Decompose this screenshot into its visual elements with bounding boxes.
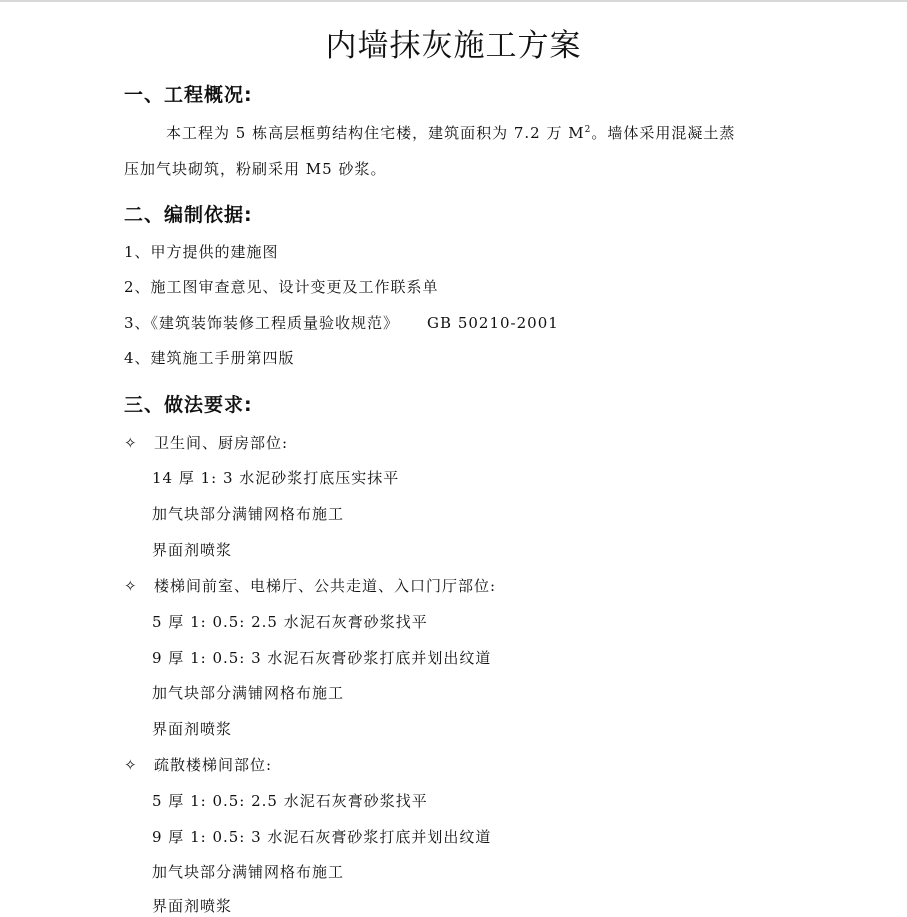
section-heading-overview: 一、工程概况:: [124, 84, 253, 106]
group-3-step-2: 9 厚 1: 0.5: 3 水泥石灰膏砂浆打底并划出纹道: [152, 828, 492, 846]
group-3-step-4: 界面剂喷浆: [152, 897, 233, 915]
basis-item-1: 1、甲方提供的建施图: [124, 243, 279, 261]
document-title: 内墙抹灰施工方案: [325, 28, 582, 64]
group-1-title: 卫生间、厨房部位:: [154, 434, 289, 452]
requirement-group-title: [124, 575, 496, 596]
group-2-step-1: 5 厚 1: 0.5: 2.5 水泥石灰膏砂浆找平: [152, 613, 428, 631]
requirement-group-title: [124, 754, 272, 775]
basis-item-2: 2、施工图审查意见、设计变更及工作联系单: [124, 278, 439, 296]
group-2-step-3: 加气块部分满铺网格布施工: [152, 684, 345, 702]
group-1-step-1: 14 厚 1: 3 水泥砂浆打底压实抹平: [152, 469, 400, 487]
group-2-title: 楼梯间前室、电梯厅、公共走道、入口门厅部位:: [154, 577, 497, 595]
basis-item-3-code: GB 50210-2001: [427, 314, 559, 332]
diamond-bullet-icon: ✧: [124, 434, 138, 452]
group-1-step-2: 加气块部分满铺网格布施工: [152, 505, 345, 523]
group-2-step-2: 9 厚 1: 0.5: 3 水泥石灰膏砂浆打底并划出纹道: [152, 649, 492, 667]
overview-text-prefix: 本工程为 5 栋高层框剪结构住宅楼，建筑面积为 7.2 万 M: [166, 124, 585, 142]
diamond-bullet-icon: ✧: [124, 577, 138, 595]
group-3-title: 疏散楼梯间部位:: [154, 756, 273, 774]
group-1-step-3: 界面剂喷浆: [152, 541, 233, 559]
group-2-step-4: 界面剂喷浆: [152, 720, 233, 738]
overview-paragraph-line-1: [166, 122, 735, 143]
diamond-bullet-icon: ✧: [124, 756, 138, 774]
basis-item-3-text: 3、《建筑装饰装修工程质量验收规范》: [124, 314, 400, 332]
basis-item-4: 4、建筑施工手册第四版: [124, 349, 295, 367]
section-heading-basis: 二、编制依据:: [124, 204, 253, 226]
section-heading-requirements: 三、做法要求:: [124, 394, 253, 416]
overview-paragraph-line-2: 压加气块砌筑，粉刷采用 M5 砂浆。: [124, 160, 387, 178]
requirement-group-title: [124, 432, 288, 453]
overview-text-suffix: 。墙体采用混凝土蒸: [591, 124, 736, 142]
group-3-step-3: 加气块部分满铺网格布施工: [152, 863, 345, 881]
basis-item-3: [124, 312, 559, 333]
overview-superscript: 2: [584, 125, 592, 135]
group-3-step-1: 5 厚 1: 0.5: 2.5 水泥石灰膏砂浆找平: [152, 792, 428, 810]
